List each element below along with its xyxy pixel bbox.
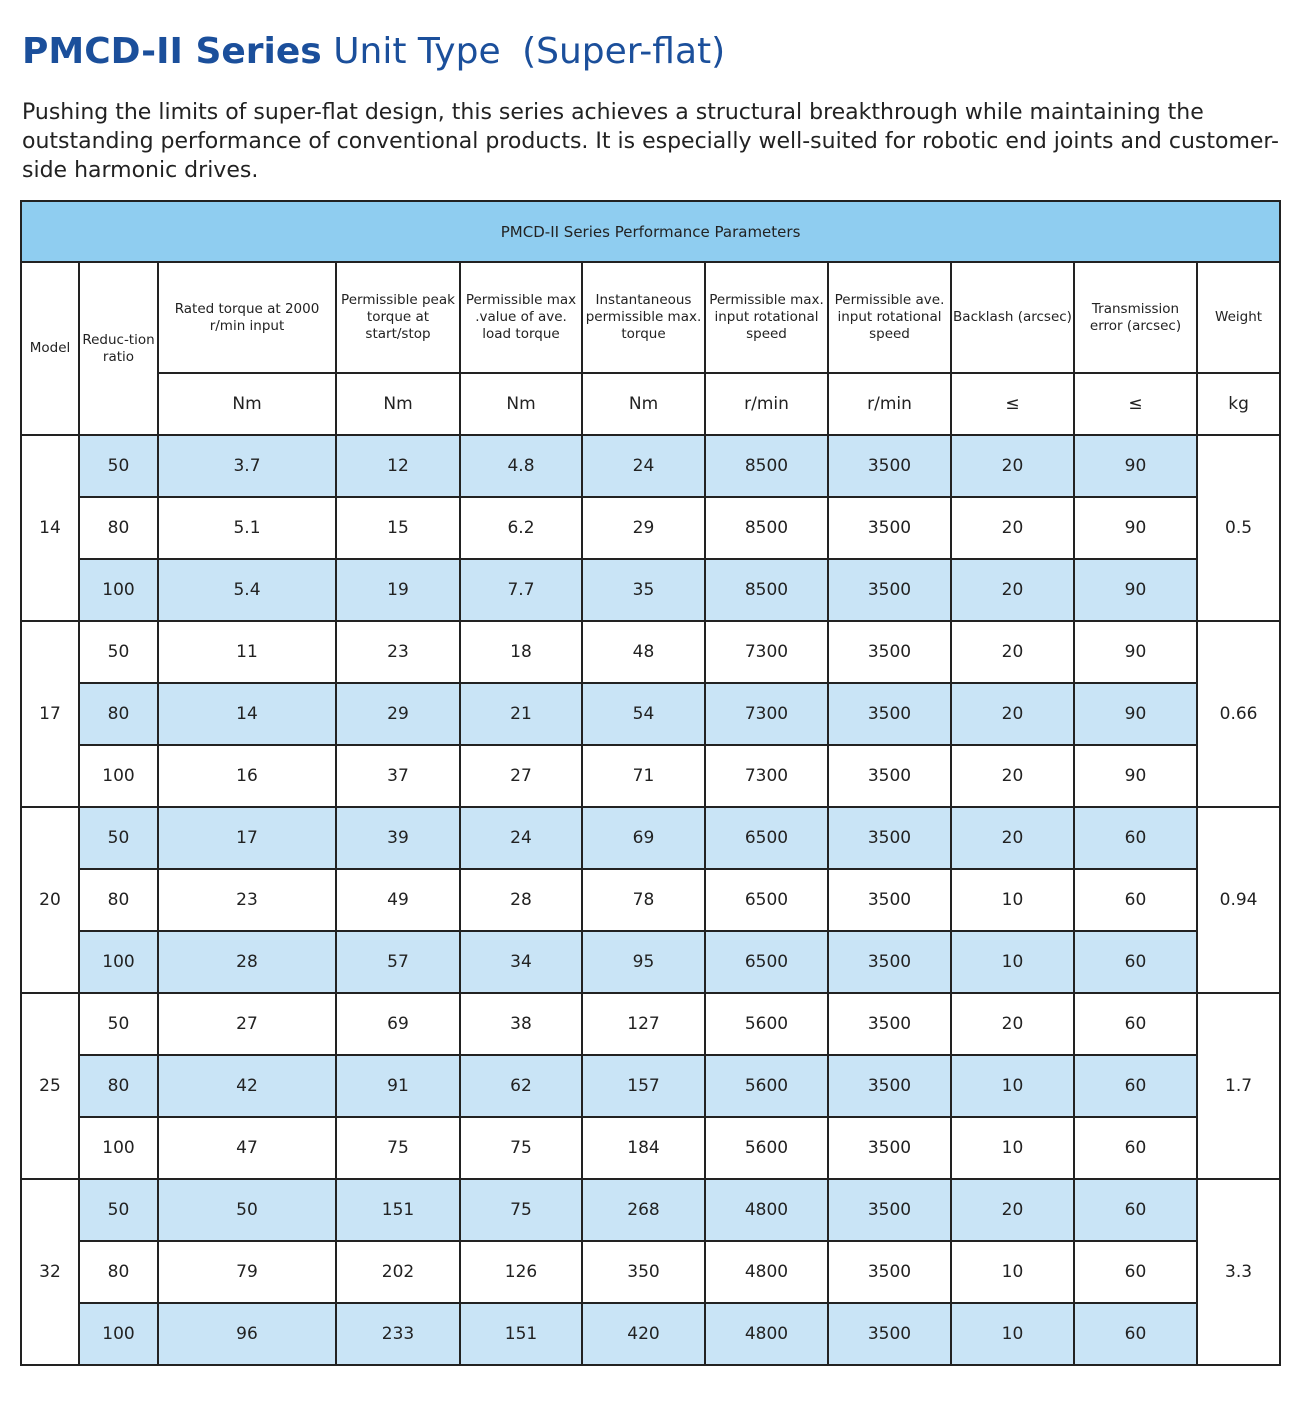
table-cell: 10	[951, 1303, 1074, 1365]
column-header-model: Model	[21, 262, 79, 435]
unit-transmission-error: ≤	[1074, 373, 1197, 435]
table-cell: 3500	[828, 435, 951, 497]
series-description: Pushing the limits of super-flat design, this series achieves a structural breakthrough while maintaining the outstanding performance of conventional products. It is especially well-suited for robotic end joints and customer-side harmonic drives.	[22, 100, 1279, 183]
column-header-peak-torque: Permissible peak torque at start/stop	[336, 262, 460, 373]
column-header-backlash: Backlash (arcsec)	[951, 262, 1074, 373]
weight-cell: 1.7	[1197, 993, 1280, 1179]
table-cell: 3500	[828, 559, 951, 621]
table-cell: 20	[951, 621, 1074, 683]
table-cell: 5600	[705, 1055, 828, 1117]
table-cell: 60	[1074, 1303, 1197, 1365]
table-row	[21, 1055, 1280, 1117]
table-row	[21, 1241, 1280, 1303]
table-cell: 14	[158, 683, 336, 745]
table-cell: 3500	[828, 807, 951, 869]
table-row	[21, 435, 1280, 497]
table-cell: 12	[336, 435, 460, 497]
unit-backlash: ≤	[951, 373, 1074, 435]
table-cell: 91	[336, 1055, 460, 1117]
table-cell: 17	[158, 807, 336, 869]
page-title	[22, 30, 725, 73]
table-row	[21, 931, 1280, 993]
table-cell: 8500	[705, 559, 828, 621]
table-cell: 28	[460, 869, 582, 931]
table-cell: 37	[336, 745, 460, 807]
table-cell: 20	[951, 559, 1074, 621]
unit-rated-torque: Nm	[158, 373, 336, 435]
table-cell: 11	[158, 621, 336, 683]
table-cell: 48	[582, 621, 705, 683]
table-row	[21, 869, 1280, 931]
table-cell: 75	[460, 1117, 582, 1179]
table-cell: 5.1	[158, 497, 336, 559]
table-cell: 28	[158, 931, 336, 993]
table-cell: 20	[951, 435, 1074, 497]
table-cell: 80	[79, 1055, 158, 1117]
table-cell: 7300	[705, 621, 828, 683]
table-row	[21, 559, 1280, 621]
table-cell: 350	[582, 1241, 705, 1303]
table-cell: 54	[582, 683, 705, 745]
table-cell: 10	[951, 869, 1074, 931]
table-cell: 16	[158, 745, 336, 807]
table-cell: 3500	[828, 1179, 951, 1241]
table-cell: 126	[460, 1241, 582, 1303]
table-cell: 6500	[705, 931, 828, 993]
table-cell: 10	[951, 1117, 1074, 1179]
table-cell: 50	[79, 435, 158, 497]
table-row	[21, 497, 1280, 559]
model-cell: 20	[21, 807, 79, 993]
table-cell: 233	[336, 1303, 460, 1365]
title-series-name: PMCD-II Series	[22, 31, 322, 72]
table-cell: 50	[79, 993, 158, 1055]
model-cell: 14	[21, 435, 79, 621]
model-cell: 25	[21, 993, 79, 1179]
table-cell: 3500	[828, 1303, 951, 1365]
table-cell: 5600	[705, 1117, 828, 1179]
table-cell: 60	[1074, 1055, 1197, 1117]
column-header-instant-torque: Instantaneous permissible max. torque	[582, 262, 705, 373]
unit-max-input-speed: r/min	[705, 373, 828, 435]
table-cell: 80	[79, 869, 158, 931]
table-cell: 35	[582, 559, 705, 621]
table-cell: 80	[79, 683, 158, 745]
table-cell: 6.2	[460, 497, 582, 559]
table-cell: 6500	[705, 807, 828, 869]
unit-ave-load-torque: Nm	[460, 373, 582, 435]
table-cell: 3500	[828, 931, 951, 993]
table-cell: 3.7	[158, 435, 336, 497]
table-cell: 20	[951, 993, 1074, 1055]
table-cell: 20	[951, 745, 1074, 807]
table-cell: 90	[1074, 559, 1197, 621]
table-cell: 60	[1074, 1179, 1197, 1241]
table-cell: 60	[1074, 993, 1197, 1055]
table-cell: 71	[582, 745, 705, 807]
table-cell: 90	[1074, 683, 1197, 745]
table-row	[21, 621, 1280, 683]
table-row	[21, 745, 1280, 807]
table-body	[21, 435, 1280, 1365]
table-cell: 80	[79, 497, 158, 559]
table-cell: 184	[582, 1117, 705, 1179]
table-cell: 57	[336, 931, 460, 993]
table-cell: 4800	[705, 1179, 828, 1241]
model-cell: 32	[21, 1179, 79, 1365]
table-cell: 62	[460, 1055, 582, 1117]
table-cell: 3500	[828, 1117, 951, 1179]
column-header-transmission-error: Transmission error (arcsec)	[1074, 262, 1197, 373]
table-cell: 8500	[705, 435, 828, 497]
weight-cell: 0.5	[1197, 435, 1280, 621]
table-cell: 5.4	[158, 559, 336, 621]
table-cell: 27	[460, 745, 582, 807]
table-cell: 23	[158, 869, 336, 931]
table-cell: 60	[1074, 1241, 1197, 1303]
table-cell: 34	[460, 931, 582, 993]
table-cell: 3500	[828, 1241, 951, 1303]
table-cell: 100	[79, 745, 158, 807]
table-cell: 50	[79, 1179, 158, 1241]
table-cell: 20	[951, 683, 1074, 745]
table-cell: 60	[1074, 807, 1197, 869]
table-cell: 24	[460, 807, 582, 869]
table-cell: 29	[336, 683, 460, 745]
table-cell: 3500	[828, 745, 951, 807]
table-cell: 8500	[705, 497, 828, 559]
table-row	[21, 1179, 1280, 1241]
table-cell: 50	[158, 1179, 336, 1241]
column-header-reduction-ratio: Reduc-tion ratio	[79, 262, 158, 435]
table-cell: 10	[951, 931, 1074, 993]
table-cell: 80	[79, 1241, 158, 1303]
table-cell: 151	[336, 1179, 460, 1241]
table-cell: 49	[336, 869, 460, 931]
table-cell: 21	[460, 683, 582, 745]
table-cell: 3500	[828, 993, 951, 1055]
table-cell: 100	[79, 931, 158, 993]
weight-cell: 0.66	[1197, 621, 1280, 807]
table-cell: 90	[1074, 621, 1197, 683]
table-cell: 20	[951, 497, 1074, 559]
table-row	[21, 1117, 1280, 1179]
table-cell: 60	[1074, 1117, 1197, 1179]
table-cell: 420	[582, 1303, 705, 1365]
column-header-rated-torque: Rated torque at 2000 r/min input	[158, 262, 336, 373]
table-cell: 100	[79, 559, 158, 621]
table-cell: 20	[951, 807, 1074, 869]
table-cell: 3500	[828, 621, 951, 683]
table-cell: 268	[582, 1179, 705, 1241]
table-cell: 38	[460, 993, 582, 1055]
table-cell: 19	[336, 559, 460, 621]
table-cell: 10	[951, 1055, 1074, 1117]
table-cell: 4.8	[460, 435, 582, 497]
table-cell: 7300	[705, 745, 828, 807]
table-cell: 127	[582, 993, 705, 1055]
table-cell: 95	[582, 931, 705, 993]
unit-instant-torque: Nm	[582, 373, 705, 435]
weight-cell: 0.94	[1197, 807, 1280, 993]
table-cell: 3500	[828, 869, 951, 931]
table-cell: 20	[951, 1179, 1074, 1241]
table-cell: 50	[79, 807, 158, 869]
table-cell: 3500	[828, 497, 951, 559]
table-cell: 4800	[705, 1241, 828, 1303]
table-cell: 29	[582, 497, 705, 559]
table-cell: 3500	[828, 1055, 951, 1117]
table-cell: 50	[79, 621, 158, 683]
table-cell: 60	[1074, 931, 1197, 993]
table-cell: 100	[79, 1117, 158, 1179]
table-row	[21, 1303, 1280, 1365]
table-cell: 23	[336, 621, 460, 683]
title-variant: (Super-flat)	[522, 31, 726, 72]
table-cell: 7.7	[460, 559, 582, 621]
column-header-weight: Weight	[1197, 262, 1280, 373]
model-cell: 17	[21, 621, 79, 807]
table-cell: 7300	[705, 683, 828, 745]
table-row	[21, 993, 1280, 1055]
table-cell: 90	[1074, 745, 1197, 807]
table-cell: 202	[336, 1241, 460, 1303]
table-cell: 90	[1074, 497, 1197, 559]
table-cell: 42	[158, 1055, 336, 1117]
table-cell: 18	[460, 621, 582, 683]
table-cell: 39	[336, 807, 460, 869]
table-cell: 100	[79, 1303, 158, 1365]
table-row	[21, 683, 1280, 745]
table-cell: 96	[158, 1303, 336, 1365]
title-type: Unit Type	[333, 31, 501, 72]
table-cell: 6500	[705, 869, 828, 931]
table-cell: 157	[582, 1055, 705, 1117]
column-header-max-input-speed: Permissible max. input rotational speed	[705, 262, 828, 373]
table-cell: 10	[951, 1241, 1074, 1303]
table-cell: 151	[460, 1303, 582, 1365]
unit-ave-input-speed: r/min	[828, 373, 951, 435]
table-cell: 75	[336, 1117, 460, 1179]
table-cell: 5600	[705, 993, 828, 1055]
table-cell: 69	[336, 993, 460, 1055]
weight-cell: 3.3	[1197, 1179, 1280, 1365]
performance-table	[20, 200, 1281, 1366]
table-cell: 60	[1074, 869, 1197, 931]
table-banner: PMCD-II Series Performance Parameters	[21, 201, 1280, 262]
table-cell: 75	[460, 1179, 582, 1241]
table-cell: 79	[158, 1241, 336, 1303]
unit-peak-torque: Nm	[336, 373, 460, 435]
table-cell: 24	[582, 435, 705, 497]
table-cell: 47	[158, 1117, 336, 1179]
table-cell: 69	[582, 807, 705, 869]
table-cell: 15	[336, 497, 460, 559]
table-cell: 3500	[828, 683, 951, 745]
column-header-ave-load-torque: Permissible max .value of ave. load torque	[460, 262, 582, 373]
unit-weight: kg	[1197, 373, 1280, 435]
table-cell: 4800	[705, 1303, 828, 1365]
table-cell: 78	[582, 869, 705, 931]
table-cell: 27	[158, 993, 336, 1055]
column-header-ave-input-speed: Permissible ave. input rotational speed	[828, 262, 951, 373]
table-row	[21, 807, 1280, 869]
table-cell: 90	[1074, 435, 1197, 497]
